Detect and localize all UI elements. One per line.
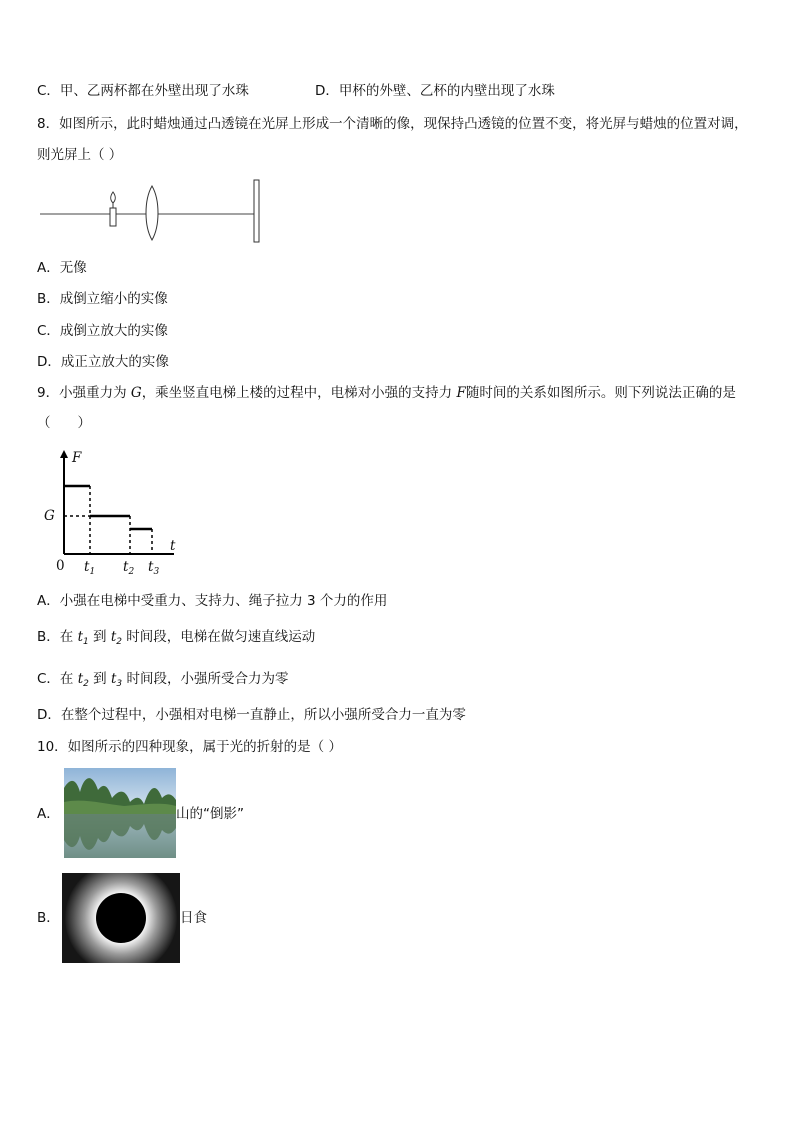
graph-y-label: F	[72, 450, 82, 466]
convex-lens	[146, 186, 158, 240]
q9-stem-line2: （ ）	[37, 415, 91, 431]
q8-lens-diagram	[38, 178, 268, 244]
q9-force-time-graph	[38, 448, 188, 576]
q9-stem-line1: 9．小强重力为 G，乘坐竖直电梯上楼的过程中，电梯对小强的支持力 F随时间的关系如图所示。则下列说法正确的是	[37, 385, 736, 401]
candle-body	[110, 208, 116, 226]
q9-option-d: D．在整个过程中，小强相对电梯一直静止，所以小强所受合力一直为零	[37, 707, 466, 723]
q9-option-b: B．在 $t_1$ 到 $t_2$ 时间段，电梯在做匀速直线运动	[37, 629, 316, 647]
q7-option-d: D．甲杯的外壁、乙杯的内壁出现了水珠	[315, 83, 555, 99]
q8-stem-line2: 则光屏上（ ）	[37, 147, 123, 163]
graph-g-label: G	[44, 508, 55, 524]
graph-origin-label: 0	[56, 558, 65, 574]
q9-option-a: A．小强在电梯中受重力、支持力、绳子拉力 3 个力的作用	[37, 593, 388, 609]
graph-t1-label: $t_1$	[84, 559, 96, 577]
q10-stem: 10．如图所示的四种现象，属于光的折射的是（ ）	[37, 739, 342, 755]
q10-option-b-caption: 日食	[180, 910, 207, 926]
q8-option-d: D．成正立放大的实像	[37, 354, 169, 370]
q8-option-b: B．成倒立缩小的实像	[37, 291, 168, 307]
graph-t-axis-label: t	[170, 538, 176, 554]
light-screen	[254, 180, 259, 242]
solar-eclipse-image	[62, 873, 180, 963]
q10-option-b-label: B．	[37, 910, 60, 926]
q8-option-a: A．无像	[37, 260, 87, 276]
graph-t3-label: $t_3$	[148, 559, 160, 577]
q8-stem-line1: 8．如图所示，此时蜡烛通过凸透镜在光屏上形成一个清晰的像，现保持凸透镜的位置不变，将光屏与蜡烛的位置对调，	[37, 116, 748, 132]
q10-option-a-label: A．	[37, 806, 60, 822]
q9-option-c: C．在 $t_2$ 到 $t_3$ 时间段，小强所受合力为零	[37, 671, 289, 689]
graph-t2-label: $t_2$	[123, 559, 135, 577]
q7-option-c: C．甲、乙两杯都在外壁出现了水珠	[37, 83, 249, 99]
q10-option-a-caption: 山的“倒影”	[176, 806, 244, 822]
mountain-reflection-image	[64, 768, 176, 858]
q8-option-c: C．成倒立放大的实像	[37, 323, 168, 339]
candle-flame	[111, 192, 116, 203]
